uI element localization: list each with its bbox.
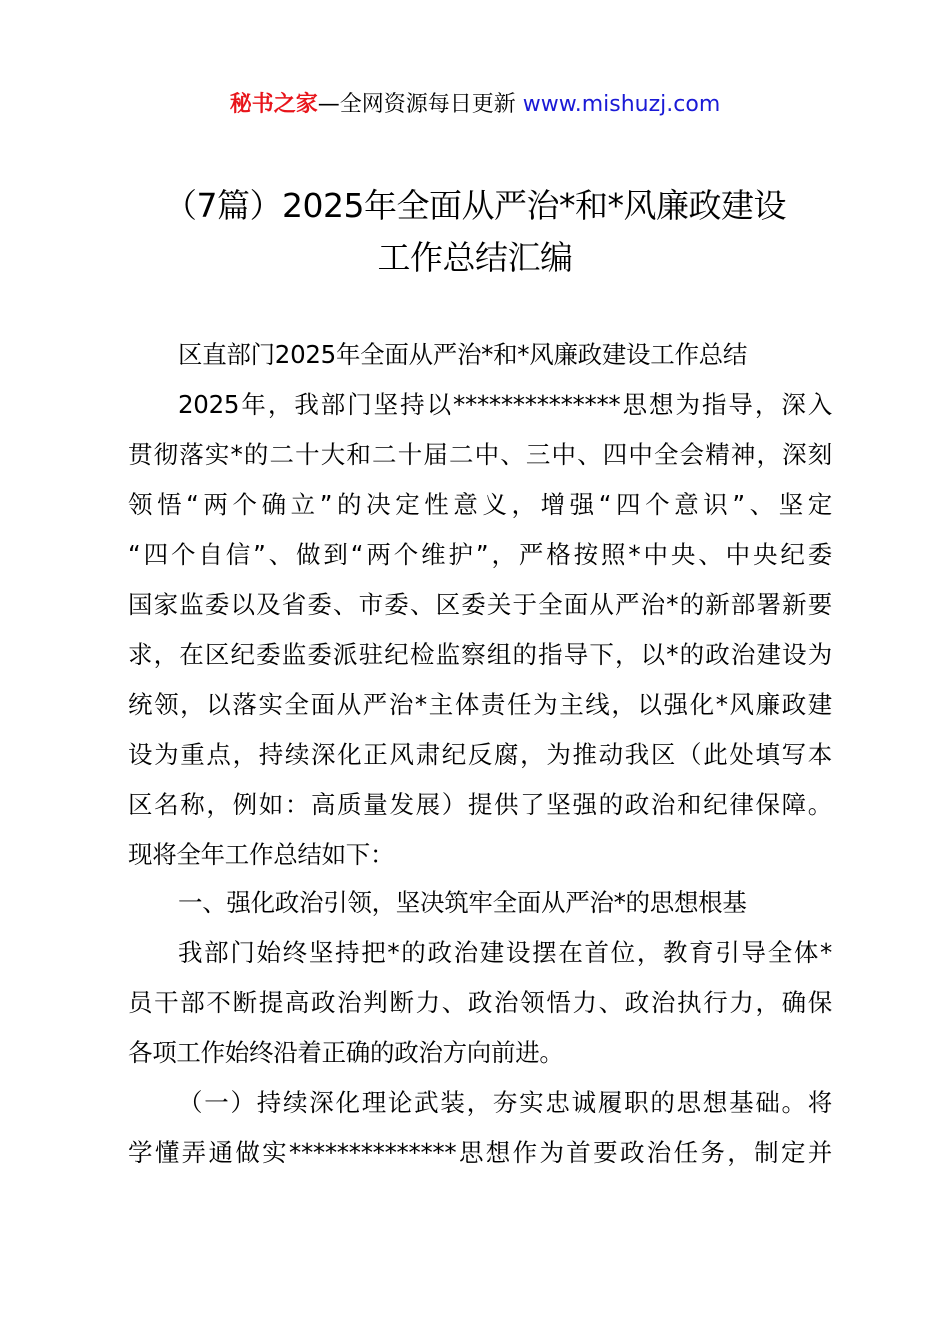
paragraph-line: 2025年，我部门坚持以**************思想为指导，深入 — [178, 390, 832, 419]
section-subtitle: 区直部门2025年全面从严治*和*风廉政建设工作总结 — [178, 340, 748, 369]
site-banner — [0, 88, 950, 122]
document-title-line-1: （7篇）2025年全面从严治*和*风廉政建设 — [164, 186, 786, 225]
paragraph-line: （一）持续深化理论武装，夯实忠诚履职的思想基础。将 — [178, 1088, 832, 1117]
paragraph-line: 设为重点，持续深化正风肃纪反腐，为推动我区（此处填写本 — [128, 740, 832, 769]
paragraph-line: 区名称，例如：高质量发展）提供了坚强的政治和纪律保障。 — [128, 790, 832, 819]
banner-url-link[interactable]: www.mishuzj.com — [522, 92, 721, 117]
paragraph-line: 统领，以落实全面从严治*主体责任为主线，以强化*风廉政建 — [128, 690, 832, 719]
paragraph-line: 求，在区纪委监委派驻纪检监察组的指导下，以*的政治建设为 — [128, 640, 832, 669]
paragraph-line: 领悟“两个确立”的决定性意义，增强“四个意识”、坚定 — [128, 490, 832, 519]
paragraph-line: 贯彻落实*的二十大和二十届二中、三中、四中全会精神，深刻 — [128, 440, 832, 469]
paragraph-line: 我部门始终坚持把*的政治建设摆在首位，教育引导全体* — [178, 938, 832, 967]
paragraph-line: 各项工作始终沿着正确的政治方向前进。 — [128, 1038, 564, 1067]
banner-slogan: —全网资源每日更新 — [317, 92, 523, 117]
paragraph-line: 学懂弄通做实**************思想作为首要政治任务，制定并 — [128, 1138, 832, 1167]
paragraph-line: “四个自信”、做到“两个维护”，严格按照*中央、中央纪委 — [128, 540, 832, 569]
document-title-line-2: 工作总结汇编 — [377, 238, 573, 277]
banner-brand: 秘书之家 — [229, 92, 318, 117]
paragraph-line: 员干部不断提高政治判断力、政治领悟力、政治执行力，确保 — [128, 988, 832, 1017]
paragraph-line: 国家监委以及省委、市委、区委关于全面从严治*的新部署新要 — [128, 590, 832, 619]
paragraph-line: 现将全年工作总结如下： — [128, 840, 395, 869]
section-heading: 一、强化政治引领，坚决筑牢全面从严治*的思想根基 — [178, 888, 747, 917]
